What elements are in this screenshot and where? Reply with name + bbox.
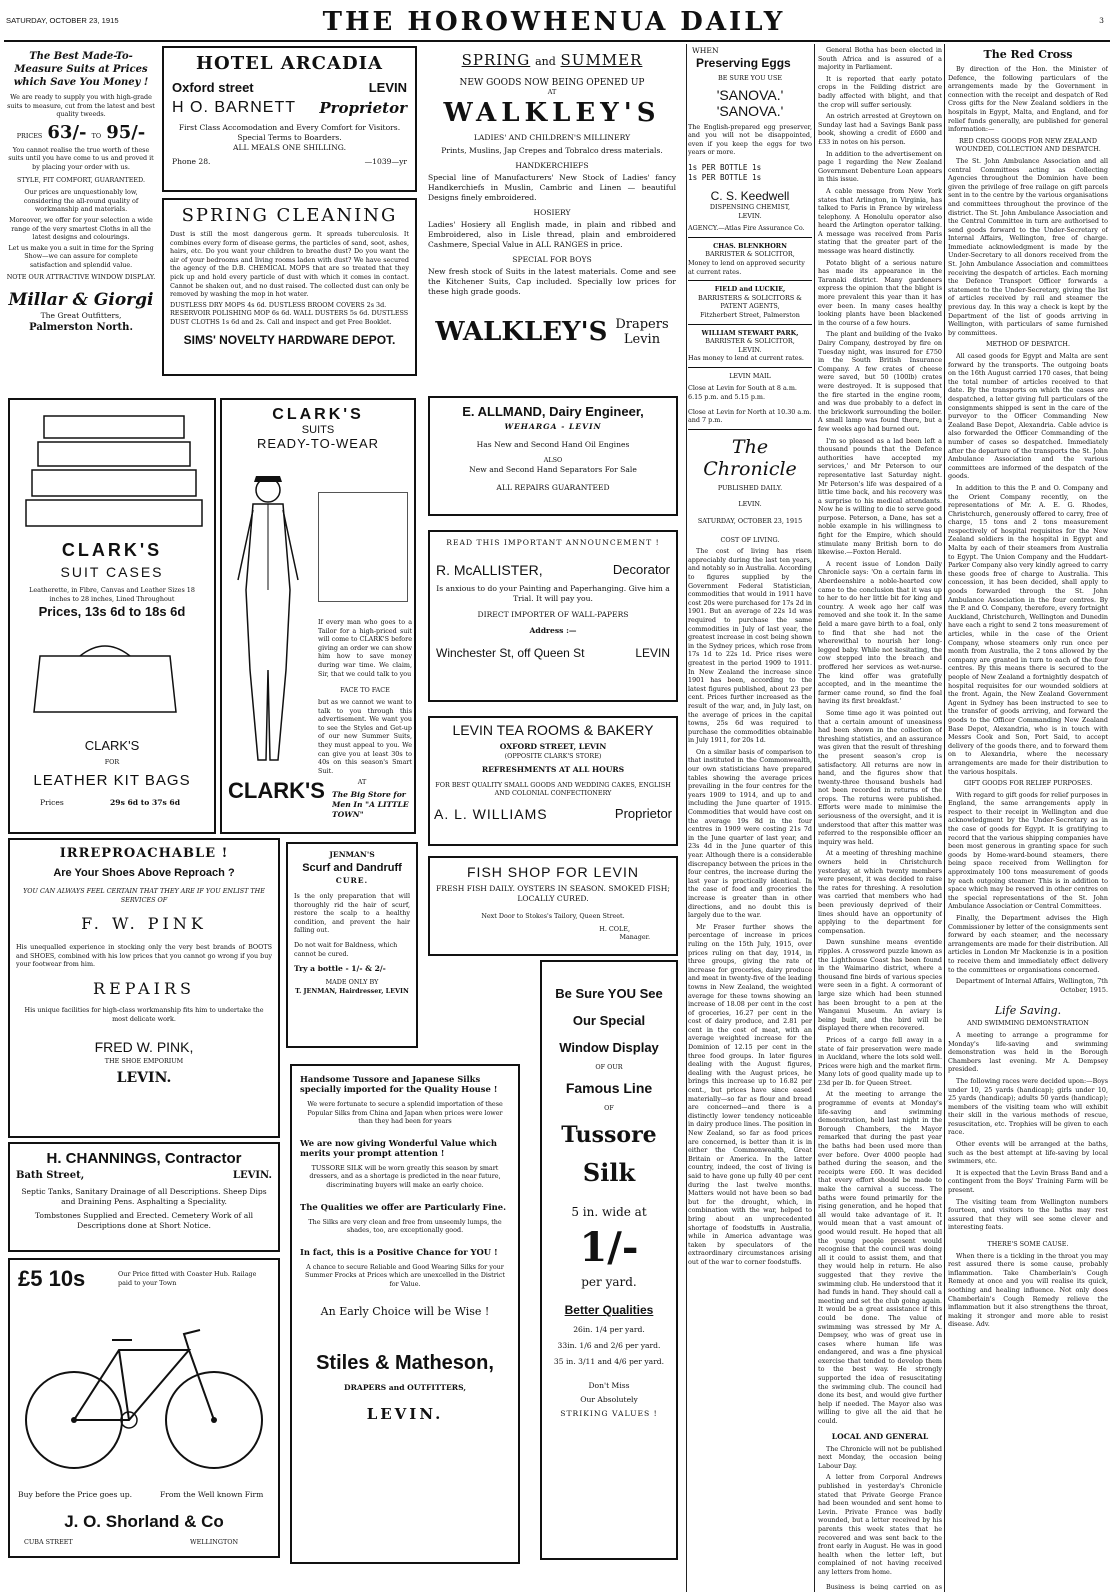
stiles-tag: DRAPERS and OUTFITTERS, (344, 1382, 466, 1392)
sanova-agency: AGENCY.—Atlas Fire Assurance Co. (688, 224, 805, 233)
arcadia-role: Proprietor (319, 99, 407, 117)
news-item: It is reported that early potato crops in the Feilding district are badly affected with blight, and that the crop will suffer seriously. (818, 74, 942, 109)
tea-street: OXFORD STREET, LEVIN (499, 742, 607, 751)
pink-emporium: THE SHOE EMPORIUM (104, 1057, 184, 1066)
card-name: FIELD and LUCKIE, (714, 285, 786, 294)
pink-town: LEVIN. (116, 1069, 172, 1086)
tussore-quality: 33in. 1/6 and 2/6 per yard. (557, 1341, 661, 1351)
tussore-quality: 26in. 1/4 per yard. (573, 1325, 645, 1335)
ad-channings (8, 1142, 280, 1252)
jenman-price: Try a bottle - 1/- & 2/- (294, 964, 386, 974)
walkley-hand-head: HANDKERCHIEFS (515, 160, 589, 170)
allmand-line: Has New and Second Hand Oil Engines (476, 440, 630, 449)
masthead-title: THE HOROWHENUA DAILY (322, 7, 786, 37)
ad-fw-pink (8, 838, 280, 1138)
sims-body: Dust is still the most dangerous germ. It spreads tuberculosis. It combines every form of disease germs, the particles of sand, soot, ashes, hairs, etc. Do you want your children to breathe dust? Do you want the air of your bedrooms and living rooms laden with dust? We have secured the agency of the D.B. CHEMICAL MOPS that are so treated that they pick up and hold every particle of dust with which it comes in contact. Cannot be shaken out, and no dust raised. The collected dust can only be removed by washing the mop in hot water. (170, 230, 409, 299)
millar-body: Let us make you a suit in time for the Spring Show—we can assure for complete satisfaction and splendid value. (8, 243, 154, 269)
ad-tea-rooms (428, 716, 678, 846)
millar-headline: The Best Made-To-Measure Suits at Prices which Save You Money ! (13, 51, 149, 88)
shorland-price: £5 10s (18, 1266, 86, 1291)
tea-refresh: REFRESHMENTS AT ALL HOURS (481, 764, 625, 774)
arcadia-line: Special Terms to Boarders. (237, 133, 342, 142)
mcallister-body: Is anxious to do your Painting and Paperhanging. Give him a Trial. It will pay you. (436, 584, 670, 603)
walkley-hosiery-body: Ladies' Hosiery all English made, in plain and ribbed and Embroidered, also in Lisle thread, plain and embroidered Cashmere, Special Value in ALL RANGES in price. (428, 219, 676, 249)
news-item: General Botha has been elected in South Africa and is assured of a majority in Parliament. (818, 46, 942, 72)
news-item: The plant and building of the Ivako Dairy Company, destroyed by fire on Tuesday night, was insured for £750 in the South British Insurance Company. A few crates of cheese were saved, but 50 (100lb) crates were destroyed. It is supposed that the fire started in the engine room, and was due probably to a defect in the brickwork surrounding the boiler. A small lamp was found there, but a few weeks ago had burned out. (818, 330, 942, 433)
walkley-name: WALKLEY'S (443, 97, 661, 128)
ad-millar-giorgi (6, 46, 156, 396)
column-rule (686, 44, 687, 1592)
tussore-per: per yard. (581, 1275, 637, 1290)
stiles-early: An Early Choice will be Wise ! (320, 1304, 490, 1318)
tussore-better: Better Qualities (564, 1303, 654, 1318)
fish-owner: H. COLE, (599, 924, 630, 933)
cost-heading: COST OF LIVING. (720, 535, 780, 544)
tussore-line: Our Special (572, 1013, 646, 1028)
ad-walkleys (424, 46, 680, 382)
tea-owner: A. L. WILLIAMS (434, 805, 548, 822)
sanova-when: WHEN (692, 46, 719, 55)
mail-head: LEVIN MAIL (729, 371, 771, 380)
mcallister-town: LEVIN (635, 646, 670, 660)
cost-para: On a similar basis of comparison to that instituted in the Commonwealth, our own statisticians have prepared tables showing the average prices prevailing in the four centres for the years 1909 to 1914, and up to and including the June quarter of 1915. Commodities that would have cost on the average 19s 8d in the four centres in 1909 were costing 21s 7d in the June quarter of last year, and 23s 4d in the June quarter of this year. Although there is a considerable discrepancy between the prices in the four centres, the increase during the last year is practically identical. In the case of food and groceries the increase is greater than in other directions, and no doubt this is largely due to the war. (688, 747, 812, 920)
news-item: A recent issue of London Daily Chronicle says: 'On a certain farm in Aberdeenshire a noble-hearted cow came to the conclusion that it was up to her to do her little bit for king and country. A week ago her calf was removed and she took it. In the same field a mare gave birth to a foal, only to find that she had not the wherewithal to nourish her long-legged baby. While not hesitating, the cow stepped into the breach and proffered her services as wet-nurse. The kind offer was gratefully accepted, and in the meantime the farmer came round, so find the foal having its first breakfast.' (818, 559, 942, 706)
clarks-suits-body: If every man who goes to a Tailor for a high-priced suit will come to CLARK'S before giving an order we can show him how to save money during war time. We claim, Sir, that we could talk to you (318, 618, 412, 678)
sanova-price: 1s PER BOTTLE 1s (688, 162, 762, 172)
tailor-mirror (318, 492, 408, 602)
clarks-cases-prices: Prices, 13s 6d to 18s 6d (38, 604, 186, 619)
ad-shorland (8, 1258, 280, 1558)
pink-body: His unequalled experience in stocking only the very best brands of BOOTS and SHOES, combined with his low prices that you cannot go wrong if you buy your footwear from him. (16, 943, 272, 969)
life-subheading: AND SWIMMING DEMONSTRATION (967, 1019, 1089, 1028)
ad-clarks-cases (8, 398, 216, 834)
life-para: The following races were decided upon:—Boys under 10, 25 yards (handicap); girls under 10, 25 yards (handicap); adults 50 yards (handicap); members of the visiting team who will exhibit their skill in the various methods of rescue, resuscitation, etc. Trophies will be given to each race. (948, 1076, 1108, 1137)
tussore-name: Silk (582, 1158, 636, 1188)
sanova-name: 'SANOVA.' (716, 86, 784, 103)
allmand-address: WEHARGA - LEVIN (504, 422, 602, 431)
news-item: At the meeting to arrange the programme of events at Monday's life-saving and swimming demonstration, held last night in the Borough Chambers, the Mayor remarked that during the past year the baths had been used more than ever before. Over 4000 people had bathed during the season, and the receipts were £60. It was decided that every effort should be made to make the carnival a success. The baths were found primarily for the rising generation, and he hoped that all would take advantage of it. It would mean that a vast amount of good would result. He hoped that all the young people present would recognise that the council was doing all it could to assist them, and that they would help in return. He also suggested that they revive the swimming club. He understood that it had funds in hand. They should call a meeting and set the club going again. It would be a great assistance if this could be done. The value of swimming was stressed by Mr A. Dempsey, who was of great use in cases where human life was endangered, and was a fine physical exercise that tended to develop them to the best way. He strongly supported the idea of resuscitating the swimming club. The council had done its best, and would give further help if needed. The Mayor also was willing to give all the aid that he could. (818, 1090, 942, 1426)
ad-mcallister (428, 530, 678, 702)
masthead (4, 2, 1110, 42)
cause-para: When there is a tickling in the throat you may rest assured there is some cause, probably inflammation. Take Chamberlain's Cough Remedy at once and you will realise its quick, soothing and healing influence. Not only does Chamberlain's Cough Remedy relieve the inflammation but it also strengthens the throat, making it stronger and more able to resist disease. Adv. (948, 1251, 1108, 1329)
arcadia-town: LEVIN (368, 80, 407, 95)
tussore-miss: STRIKING VALUES ! (560, 1409, 658, 1419)
clarks-bags-prices-label: Prices (40, 798, 64, 807)
stiles-para: TUSSORE SILK will be worn greatly this season by smart dressers, and as a shortage is predicted in the near future, discriminating buyers will make an early choice. (309, 1163, 501, 1189)
masthead-page-number: 3 (1099, 16, 1104, 25)
shorland-street: CUBA STREET (24, 1538, 73, 1546)
redcross-subhead: METHOD OF DESPATCH. (985, 340, 1071, 349)
clarks-suits-sub: SUITS (301, 424, 335, 436)
arcadia-phone: Phone 28. (172, 157, 211, 166)
local-item: A letter from Corporal Andrews published in yesterday's Chronicle stated that Private George France had been wounded and sent home to Levin. Private France was badly wounded, but a letter received by his parents this week states that he recovered and was sent back to the front early in August. He was in good health when the letter left, but complained of not having received any letters from home. (818, 1473, 942, 1576)
clarks-bags-for: FOR (104, 758, 120, 766)
pink-name: F. W. PINK (81, 914, 207, 934)
jenman-cure: CURE. (335, 876, 369, 885)
millar-note: NOTE OUR ATTRACTIVE WINDOW DISPLAY. (6, 272, 156, 281)
fish-body: FRESH FISH DAILY. OYSTERS IN SEASON. SMOKED FISH; LOCALLY CURED. (436, 884, 670, 903)
masthead-date: SATURDAY, OCTOBER 23, 1915 (6, 16, 119, 25)
tea-cakes: FOR BEST QUALITY SMALL GOODS AND WEDDING CAKES, ENGLISH AND COLONIAL CONFECTIONERY (435, 780, 671, 798)
redcross-para: The St. John Ambulance Association and all central Committees acting as Collecting Agencies throughout the Dominion have been given the privilege of free railage on gift parcels sent in to the centre by the various organisations and committees throughout the province of the district. The St. John Ambulance Association and the Central Committee in turn are authorised to send goods forward to the Under-Secretary of Internal Affairs, Wellington, free of charge. Immediate acknowledgment is made by the Under-Secretary to all donors received from the St. John Ambulance Association and committees receiving the despatch of articles. Each morning the Defence Transport Officer forwards a statement to the Under-Secretary, giving the list of articles received by rail and steamer the previous day. In this way a check is kept by the Department of the list of goods arriving in Wellington, with particulars of same furnished by committees. (948, 156, 1108, 337)
arcadia-ref: —1039—yr (364, 157, 407, 166)
kit-bag-illustration (30, 636, 180, 716)
channings-name: H. CHANNINGS, Contractor (46, 1150, 242, 1167)
news-item: A cable message from New York states that Arlington, in Virginia, has talked to Paris in France by wireless telephony. A Honolulu operator also heard the Arlington operator talking. A message was received from Paris stating that the greater part of the message was heard distinctly. (818, 186, 942, 256)
sims-items: DUSTLESS DRY MOPS 4s 6d. DUSTLESS BROOM COVERS 2s 3d. RESERVOIR POLISHING MOP 6s 6d. WALL DUSTERS 5s 6d. DUSTLESS DUST CLOTHS 1s 6d and 2s. Call and inspect and get Free Booklet. (170, 300, 409, 326)
clarks-suits-title: CLARK'S (272, 406, 364, 423)
life-para: Other events will be arranged at the baths, such as the best attempt at life-saving by local swimmers, etc. (948, 1140, 1108, 1166)
pink-title: IRREPROACHABLE ! (59, 846, 229, 861)
walkley-hosiery-head: HOSIERY (533, 207, 571, 217)
card-line: Money to lend on approved security at current rates. (688, 258, 805, 276)
paper-town: LEVIN. (738, 500, 762, 509)
stiles-heading: In fact, this is a Positive Chance for YOU ! (300, 1246, 498, 1257)
redcross-heading: The Red Cross (983, 48, 1073, 61)
redcross-para: With regard to gift goods for relief purposes in England, the same arrangements apply in respect to their receipt in Wellington and due acknowledgment by the Under-Secretary as in the case of goods for Egypt. It is gratifying to record that the various shipping companies have been most generous in granting space for such goods by Home-ward-bound steamers, there being space received from Wellington for approximately 100 tons measurement of goods by each outgoing steamer. This is in addition to space which may be reserved in other centres on the special representations of the St. John Ambulance Association or Central Committees. (948, 790, 1108, 911)
tea-opposite: (OPPOSITE CLARK'S STORE) (504, 752, 602, 760)
clarks-suits-at: AT (357, 778, 367, 786)
clarks-suits-store: The Big Store for Men In "A LITTLE TOWN" (332, 790, 409, 819)
tussore-miss: Our Absolutely (580, 1395, 638, 1405)
jenman-title: JENMAN'S (329, 850, 375, 859)
sanova-chemist: C. S. Keedwell (710, 188, 790, 203)
walkley-special: SPECIAL FOR BOYS (512, 254, 592, 264)
clarks-suits-sub: READY-TO-WEAR (256, 436, 380, 451)
jenman-body: Is the only preparation that will thoroughly rid the hair of scurf, restore the scalp to a healthy condition, and prevent the hair falling out. (294, 892, 410, 935)
news-item: Potato blight of a serious nature has made its appearance in the Taranaki district. Many gardeners express the opinion that the blight is more prevalent this year than it has ever been. In many cases healthy looking plants have been blackened in the course of a few hours. (818, 258, 942, 327)
local-item: The Chronicle will not be published next Monday, the occasion being Labour Day. (818, 1444, 942, 1470)
sanova-name: 'SANOVA.' (716, 102, 784, 119)
redcross-subhead: RED CROSS GOODS FOR NEW ZEALAND WOUNDED, COLLECTION AND DESPATCH. (955, 136, 1101, 154)
mcallister-importer: DIRECT IMPORTER OF WALL-PAPERS (477, 610, 629, 619)
stacked-cases-illustration (24, 408, 204, 528)
clarks-cases-title: CLARK'S (61, 540, 163, 560)
tea-title: LEVIN TEA ROOMS & BAKERY (452, 722, 654, 738)
jenman-maker: T. JENMAN, Hairdresser, LEVIN (295, 986, 409, 995)
redcross-para: In addition to this the P. and O. Company and the Orient Company recently, on the representations of Mr. A. E. G. Rhodes, Christchurch, generously offered to carry, free of charge, 15 tons and 2 tons measurement respectively of hospital requisites for the New Zealand soldiers in the hospital in Egypt and Malta by each of their steamers from Australia to Egypt. The Union Company and the Huddart-Parker Company also very kindly agreed to carry these goods free of charge to Australia. This concession, it has been decided, shall apply to goods forwarded through the St. John Ambulance Association in the four centres. By the P. and O. Company, therefore, every fortnight Auckland, Christchurch, Wellington and Dunedin have each a right to send 2 tons measurement of articles, while in the case of the Orient Company, whose steamers only run once per month from Australia, the 2 tons allowed by the company are granted in turn to each of the four centres. By this means there is secured to the people of New Zealand a fortnightly despatch of hospital requisites for our wounded soldiers at the front. Again, the New Zealand Government Agent in Sydney has been instructed to see to the transfer of goods arriving, and forward the goods to the Officer Commanding New Zealand Base Depot, Alexandria, who is in touch with Messrs Cook and Son, Port Said, to accept delivery of the goods there, and to forward them on to Alexandria, where the necessary arrangements are made for their distribution to the various hospitals. (948, 483, 1108, 776)
sanova-price: 1s PER BOTTLE 1s (688, 172, 762, 182)
shorland-from: From the Well known Firm (160, 1490, 264, 1499)
redcross-subhead: GIFT GOODS FOR RELIEF PURPOSES. (963, 779, 1093, 788)
walkley-prints: Prints, Muslins, Jap Crepes and Tobralco dress materials. (441, 145, 663, 155)
clarks-bags-title: LEATHER KIT BAGS (33, 772, 191, 789)
stiles-para: The Silks are very clean and free from unseemly lumps, the shades, too, are exceptionally good. (308, 1217, 502, 1235)
clarks-cases-desc: Leatherette, in Fibre, Canvas and Leather Sizes 18 inches to 28 inches, Lined Throughout (29, 586, 195, 603)
pink-question: Are Your Shoes Above Reproach ? (53, 867, 235, 879)
clarks-bags-prices: 29s 6d to 37s 6d (110, 798, 181, 807)
news-item: Dawn sunshine means eventide ripples. A crossword puzzle known as the Lighthouse Coast has been found in the Waimarino district, where a thousand fine birds of various species were seen in a fight. A cormorant of large size which had been stunned has been brought to a pen at the Wanganui Museum. An aviary is being built, and the bird will be displayed there when recovered. (818, 938, 942, 1033)
allmand-title: E. ALLMAND, Dairy Engineer, (462, 404, 644, 419)
mcallister-name: R. McALLISTER, (436, 562, 543, 578)
card-role: BARRISTERS & SOLICITORS & PATENT AGENTS, (698, 293, 802, 311)
tea-role: Proprietor (614, 805, 672, 821)
tussore-line: Be Sure YOU See (555, 986, 663, 1001)
card-town: LEVIN. (738, 345, 762, 354)
cause-heading: THERE'S SOME CAUSE. (987, 1240, 1069, 1248)
tussore-of: OF (604, 1103, 614, 1112)
millar-town: Palmerston North. (29, 322, 133, 334)
walkley-subtitle: NEW GOODS NOW BEING OPENED UP (459, 78, 645, 88)
tussore-width: 5 in. wide at (571, 1205, 647, 1220)
tussore-miss: Don't Miss (588, 1381, 630, 1391)
tussore-line: Famous Line (565, 1079, 653, 1096)
sanova-head: Preserving Eggs (696, 56, 791, 70)
life-para: It is expected that the Levin Brass Band and a contingent from the Boys' Training Farm will be present. (948, 1168, 1108, 1195)
ad-tussore-silk (540, 960, 678, 1560)
local-heading: LOCAL AND GENERAL (831, 1431, 929, 1441)
sanova-body: The English-prepared egg preserver, and you will not be disappointed, even if you keep the eggs for two years or more. (688, 122, 812, 157)
shorland-buy: Buy before the Price goes up. (18, 1490, 133, 1499)
mcallister-header: READ THIS IMPORTANT ANNOUNCEMENT ! (446, 538, 660, 547)
suited-man-illustration (228, 470, 318, 770)
column-rule (944, 44, 945, 1592)
redcross-para: By direction of the Hon. the Minister of Defence, the following particulars of the arrangements made by the Government in connection with the receipt and despatch of Red Cross gifts for the New Zealand soldiers in the hospitals in Egypt, Malta, and England, and for relief funds generally, are published for general information:— (948, 65, 1108, 134)
allmand-line: New and Second Hand Separators For Sale (469, 464, 637, 474)
news-item: In addition to the advertisement on page 1 regarding the New Zealand Government Debenture Loan appears in this issue. (818, 149, 942, 184)
news-item: Prices of a cargo fell away in a state of fair preservation were made in Auckland, where the lots sold well. Prices were high and the market firm. Many lots of good quality made up to 23d per lb. for Queen Street. (818, 1035, 942, 1087)
ad-allmand (428, 396, 678, 516)
millar-style: STYLE, FIT COMFORT, GUARANTEED. (17, 175, 145, 184)
fish-role: Manager. (619, 933, 650, 942)
channings-line: Tombstones Supplied and Erected. Cemetery Work of all Descriptions done at Short Notice. (34, 1211, 254, 1230)
stiles-para: A chance to secure Reliable and Good Wearing Silks for your Summer Frocks at Prices which are unexcelled in the District for Value. (304, 1262, 506, 1288)
millar-name: Millar & Giorgi (8, 290, 154, 311)
redcross-para: Finally, the Department advises the High Commissioner by letter of the consignments sent forward by each steamer, and the necessary arrangements are made for their distribution. All articles in London Mr Mackenzie is in a position to receive them and immediately effect delivery to the committees or organisations concerned. (948, 914, 1108, 974)
fish-title: FISH SHOP FOR LEVIN (467, 864, 639, 880)
arcadia-line: ALL MEALS ONE SHILLING. (232, 143, 347, 152)
millar-body: You cannot realise the true worth of these suits until you have come to us and proved it by placing your order with us. (8, 145, 154, 171)
walkley-footer-tag: Drapers Levin (615, 316, 669, 347)
mail-north: Close at Levin for North at 10.30 a.m. and 7 p.m. (688, 407, 812, 425)
arcadia-line: First Class Accomodation and Every Comfort for Visitors. (178, 123, 401, 132)
clarks-bags-name: CLARK'S (84, 738, 140, 753)
jenman-made: MADE ONLY BY (325, 978, 379, 987)
stiles-name: Stiles & Matheson, (316, 1351, 494, 1374)
channings-town: LEVIN. (232, 1170, 272, 1181)
mcallister-trade: Decorator (612, 562, 670, 577)
sanova-dispensing: DISPENSING CHEMIST, (709, 202, 791, 211)
pink-repairs: REPAIRS (93, 978, 195, 998)
redcross-para: All cased goods for Egypt and Malta are sent forward by the transports. The outgoing boats on the 16th August carried 170 cases, that being the total number of articles received to that date. By the transports on which the cases are despatched, a letter giving full particulars of the consignments shipped is sent in the care of the purveyor to the Officer Commanding New Zealand Base Depot, Alexandria. Cable advice is also forwarded the Officer Commanding of the number of cases so despatched. Immediately after the departure of the transports the St. John Ambulance Association and the various committees are informed of the despatch of the goods. (948, 352, 1108, 481)
ad-sims-hardware (162, 198, 417, 376)
mcallister-address: Winchester St, off Queen St (436, 646, 585, 660)
sims-title: SPRING CLEANING (181, 205, 398, 226)
ad-clarks-suits (220, 398, 416, 834)
paper-published: PUBLISHED DAILY. (717, 483, 783, 492)
card-name: CHAS. BLENKHORN (713, 241, 787, 250)
channings-street: Bath Street, (16, 1170, 85, 1181)
allmand-also: ALSO (543, 456, 563, 464)
walkley-at: AT (547, 88, 557, 96)
mail-south: Close at Levin for South at 8 a.m. 6.15 p.m. and 5.15 p.m. (688, 384, 797, 402)
tussore-of: OF OUR (595, 1063, 623, 1071)
walkley-footer-name: WALKLEY'S (435, 316, 608, 347)
life-heading: Life Saving. (994, 1004, 1062, 1018)
millar-tag: The Great Outfitters, (40, 311, 122, 321)
shorland-town: WELLINGTON (190, 1538, 239, 1546)
ad-hotel-arcadia (162, 46, 417, 192)
life-para: A meeting to arrange a programme for Monday's life-saving and swimming demonstration was held in the Borough Chambers last evening. Mr A. Dempsey presided. (948, 1030, 1108, 1074)
shorland-body: Our Price fitted with Coaster Hub. Railage paid to your Town (118, 1270, 257, 1287)
jenman-note: Do not wait for Baldness, which cannot be cured. (294, 940, 398, 958)
walkley-millinery: LADIES' AND CHILDREN'S MILLINERY (473, 132, 631, 142)
stiles-heading: The Qualities we offer are Particularly Fine. (300, 1201, 506, 1212)
tussore-price: 1/- (579, 1224, 639, 1272)
ad-stiles-matheson (290, 1064, 520, 1564)
arcadia-owner: H O. BARNETT (172, 99, 297, 116)
jenman-name: Scurf and Dandruff (302, 862, 402, 874)
redcross-signature: Department of Internal Affairs, Wellington, 7th October, 1915. (955, 977, 1108, 994)
sanova-town: LEVIN. (738, 211, 762, 220)
stiles-town: LEVIN. (366, 1404, 444, 1423)
millar-body: We are ready to supply you with high-grade suits to measure, cut from the latest and best quality tweeds. (7, 93, 155, 119)
life-para: The visiting team from Wellington numbers fourteen, and visitors to the baths may rest assured that they will see some clever and interesting feats. (948, 1197, 1108, 1232)
fish-next: Next Door to Stokes's Tailory, Queen Street. (481, 912, 625, 920)
news-item: I'm so pleased as a lad been left a thousand pounds that the Defence authorities have accepted my services,' and Mr Peterson to our representative last Saturday night. Mr Peterson's life was despaired of a little time back, and his recovery was a surprise to his medical attendants. Now he is willing to die to serve good purpose. Peterson, a Dane, has set a noble example in his willingness to fight for the Empire, which should stimulate many British born to do likewise.—Foxton Herald. (818, 436, 942, 557)
ad-fish-shop (428, 856, 678, 956)
column-rule (814, 44, 815, 1592)
millar-body: Moreover, we offer for your selection a wide range of the very smartest Cloths in all the latest designs and colourings. (9, 215, 153, 242)
news-item: An ostrich arrested at Greytown on Sunday last had a Savings Bank pass book, showing a credit of £600 and £33 in notes on his person. (818, 112, 942, 146)
sims-footer: SIMS' NOVELTY HARDWARE DEPOT. (183, 332, 396, 347)
news-item: At a meeting of threshing machine owners held in Christchurch yesterday, at which twenty members were present, it was decided to raise the rates for threshing. A resolution was carried that members who had been previously deprived of their lines should have an opportunity of applying to the department for compensation. (818, 849, 942, 935)
column-5 (818, 46, 942, 1590)
tussore-line: Window Display (559, 1040, 659, 1055)
walkley-title: SPRING and SUMMER (461, 51, 643, 69)
pink-line: YOU CAN ALWAYS FEEL CERTAIN THAT THEY ARE IF YOU ENLIST THE SERVICES OF (23, 887, 265, 904)
clarks-suits-logo: CLARK'S (228, 778, 325, 803)
card-line: Has money to lend at current rates. (688, 354, 804, 363)
channings-line: Septic Tanks, Sanitary Drainage of all Descriptions. Sheep Dips and Draining Pens. Asphalting a Speciality. (21, 1187, 267, 1206)
chemist-note: Business is being carried on as (826, 1582, 942, 1590)
paper-masthead: The Chronicle (703, 435, 797, 480)
news-item: Some time ago it was pointed out that a certain amount of uneasiness had been shown in the collection of threshing statistics, and an assurance was given that the result of threshing the present season's crop is satisfactory. All returns are now in hand, and the figures show that twenty-three thousand bushels had not been recorded in returns of the crops. The returns were published. Efforts were made to minimise the seriousness of the oversight, and it is understood that after this matter was referred to the responsible officer an inquiry was held. (818, 708, 942, 846)
millar-body: Our prices are unquestionably low, considering the all-round quality of workmanship and materials. (23, 188, 139, 214)
arcadia-title: HOTEL ARCADIA (196, 53, 383, 74)
stiles-heading: Handsome Tussore and Japanese Silks specially imported for the Quality House ! (300, 1074, 498, 1094)
paper-date: SATURDAY, OCTOBER 23, 1915 (697, 517, 803, 526)
pink-name2: FRED W. PINK, (94, 1039, 194, 1056)
column-6 (948, 46, 1108, 1590)
clarks-cases-sub: SUIT CASES (60, 564, 164, 580)
cost-para: Mr Fraser further shows the percentage of increase in prices ruling on the 15th July, 1915, over prices ruling on that day, 1914, in three groups, giving the rate of increase for groceries, dairy produce and meat in twenty-five of the leading towns in New Zealand, the weighted average for these towns showing an increase of 18.08 per cent in the cost of groceries, 16.27 per cent in the cost of dairy produce, and 2.81 per cent in the cost of meat, with an average weighted increase for the Dominion of 12.15 per cent in the three food groups. In later figures dealing with the August figures, dealing with the August prices, he brings this increase up to 16.82 per cent., but prices have since eased materially—so far as flour and bread are concerned—and there is a distinctly lower tendency noticeable in dairy produce lines. The position in New Zealand, so far as food prices are concerned, is better than it is in either the Commonwealth, Great Britain or America. In the latter country, indeed, the cost of living is said to have gone up fully 40 per cent during the last twelve months. Matters would not have been so bad but for the drought, which, in combination with the war, helped to bring about an unprecedented shortage of foodstuffs in Australia, while in America advantage was taken by speculators of the extraordinary circumstances arising out of the war to corner foodstuffs. (688, 922, 812, 1266)
walkley-hand-body: Special line of Manufacturers' New Stock of Ladies' fancy Handkerchiefs in Muslin, Cambric and Linen — beautiful Designs finely embroidered. (428, 172, 676, 202)
millar-prices: PRICES 63/- TO 95/- (16, 121, 146, 143)
cost-para: The cost of living has risen appreciably during the last ten years, and notably so in Australia. According to figures supplied by the Government Federal Statistician, commodities that would in 1911 have cost 20s were purchased for 17s 2d in 1901. But an average of 22s 1d was required to purchase the same commodities in July of last year, the greatest increase in cost being shown in the Sydney prices, which rose from 17s 1d to 22s 1d. Price rises were greatest in the period 1909 to 1911. In New Zealand the increase since 1901 has been, according to the latest figures published, about 23 per cent. Prices further increased as the result of the war, and, in July last, on the average of prices in the capital towns, 25s 6d was required to purchase the commodities obtainable in July 1911, for 20s 1d. (688, 547, 812, 745)
card-name: WILLIAM STEWART PARK, (701, 328, 799, 337)
card-role: BARRISTER & SOLICITOR, (705, 337, 795, 346)
tussore-quality: 35 in. 3/11 and 4/6 per yard. (553, 1357, 665, 1367)
mcallister-address-label: Address :— (529, 626, 577, 635)
ad-jenmans (286, 842, 418, 1048)
walkley-boys: New fresh stock of Suits in the latest materials. Come and see the Kitchener Suits, Cap included. Specially low prices for these high grade goods. (428, 266, 676, 296)
stiles-heading: We are now giving Wonderful Value which merits your prompt attention ! (300, 1137, 497, 1158)
shorland-name: J. O. Shorland & Co (64, 1512, 224, 1531)
arcadia-street: Oxford street (172, 80, 254, 95)
allmand-line: ALL REPAIRS GUARANTEED (496, 482, 610, 492)
tussore-name: Tussore (561, 1122, 657, 1149)
column-4 (688, 46, 812, 1590)
pink-body: His unique facilities for high-class workmanship fits him to undertake the most delicate work. (24, 1005, 264, 1023)
card-role: BARRISTER & SOLICITOR, (705, 250, 795, 259)
clarks-suits-face: FACE TO FACE (340, 686, 390, 694)
bicycle-illustration (24, 1310, 264, 1480)
clarks-suits-body: but as we cannot we want to talk to you through this advertisement. We want you to see the Styles and Get-up of our new Summer Suits, they must appeal to you. We can give you at least 30s to 40s on this season's Smart Suit. (318, 698, 412, 775)
stiles-para: We were fortunate to secure a splendid importation of these Popular Silks from China and Japan when prices were lower than they had been for years (307, 1100, 503, 1126)
card-line: Fitzherbert Street, Palmerston (700, 310, 800, 319)
sanova-sure: BE SURE YOU USE (718, 74, 782, 82)
